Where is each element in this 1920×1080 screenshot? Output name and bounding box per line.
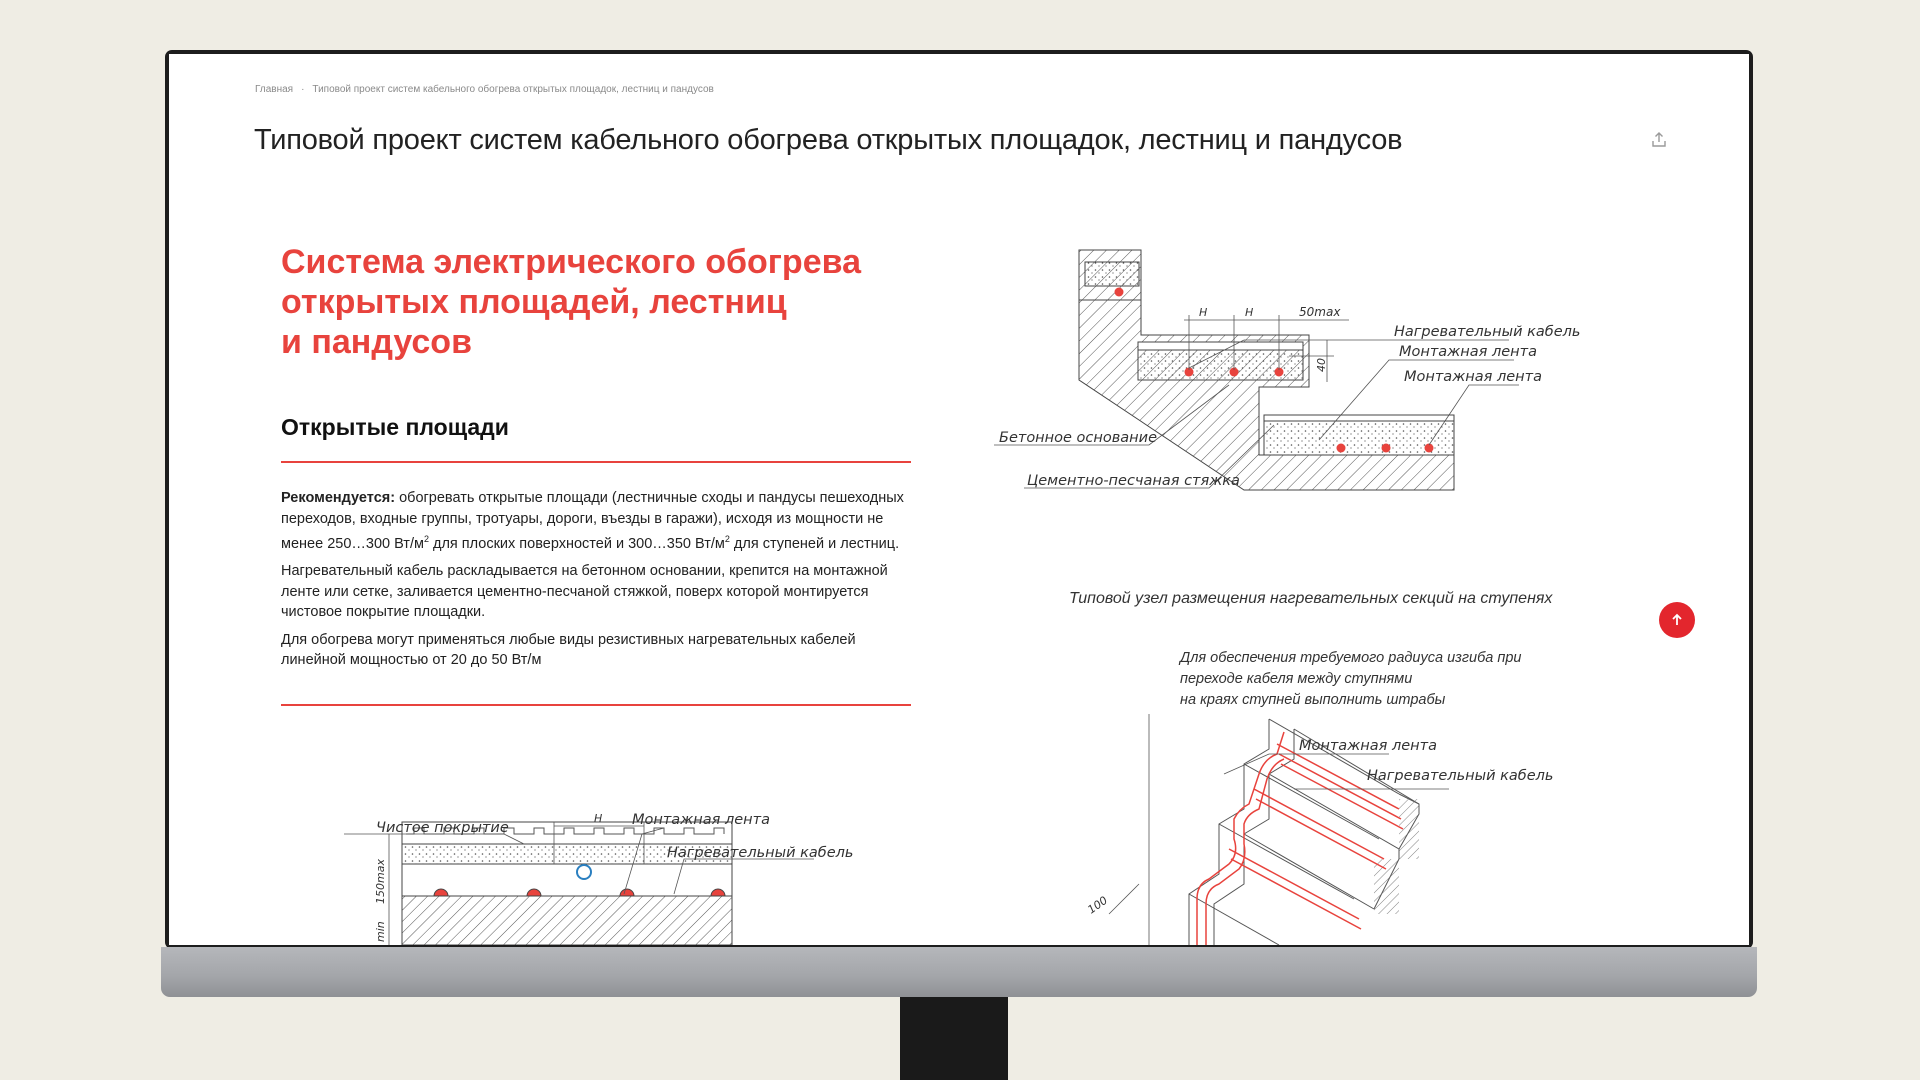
note-line: Для обеспечения требуемого радиуса изгиба при bbox=[1180, 650, 1522, 666]
dim-40-label: 40 bbox=[1315, 358, 1328, 372]
label-screed: Цементно-песчаная стяжка bbox=[1027, 473, 1240, 489]
divider bbox=[281, 704, 911, 706]
stairs-diagram-caption: Типовой узел размещения нагревательных секций на ступенях bbox=[1069, 590, 1553, 607]
screen bbox=[169, 54, 1749, 945]
floor-layers bbox=[402, 822, 732, 945]
breadcrumb-home[interactable]: Главная bbox=[255, 84, 294, 95]
dim-min-label: min bbox=[374, 921, 387, 942]
paragraph-text: для плоских поверхностей и 300…350 Вт/м bbox=[428, 535, 725, 552]
concrete-body bbox=[1079, 250, 1454, 490]
label-mounting-tape: Монтажная лента bbox=[1299, 738, 1437, 754]
breadcrumb-separator: · bbox=[301, 84, 305, 95]
paragraph bbox=[281, 488, 921, 554]
label-heating-cable: Нагревательный кабель bbox=[667, 845, 854, 861]
note-line: переходе кабеля между ступнями bbox=[1180, 671, 1413, 687]
paragraph-text: для ступеней и лестниц. bbox=[729, 535, 900, 552]
share-button[interactable] bbox=[1649, 130, 1669, 150]
bend-radius-note bbox=[1180, 648, 1521, 711]
scroll-to-top-button[interactable] bbox=[1659, 602, 1695, 638]
dim-h-label: H bbox=[1245, 306, 1254, 319]
label-finish-coating: Чистое покрытие bbox=[376, 820, 509, 836]
hero-line: открытых площадей, лестниц bbox=[281, 283, 787, 321]
label-mounting-tape: Монтажная лента bbox=[632, 812, 770, 828]
recommend-label: Рекомендуется: bbox=[281, 490, 396, 506]
dim-150max-label: 150max bbox=[374, 859, 387, 904]
stairs-section-drawing bbox=[989, 240, 1749, 590]
section-title: Открытые площади bbox=[281, 414, 509, 440]
page-title: Типовой проект систем кабельного обогрева открытых площадок, лестниц и пандусов bbox=[254, 124, 1403, 156]
label-concrete-base: Бетонное основание bbox=[999, 430, 1157, 446]
paragraph: Нагревательный кабель раскладывается на бетонном основании, крепится на монтажной ленте или сетке, заливается цементно-песчаной стяжкой, поверх которой монтируется чистовое покрытие площадки. bbox=[281, 563, 888, 621]
monitor-chin bbox=[161, 947, 1757, 997]
arrow-up-icon bbox=[1670, 613, 1684, 627]
label-heating-cable: Нагревательный кабель bbox=[1394, 324, 1581, 340]
isometric-stairs-drawing bbox=[1069, 714, 1749, 945]
superscript: 2 bbox=[423, 534, 429, 544]
heating-cable-path bbox=[1197, 732, 1403, 945]
share-icon bbox=[1649, 130, 1669, 150]
monitor-stand bbox=[900, 997, 1008, 1080]
breadcrumb bbox=[255, 84, 714, 95]
paragraph-text: обогревать открытые площади (лестничные сходы и пандусы пешеходных переходов, входные группы, тротуары, дороги, въезды в гаражи), исходя из мощности не менее 250…300 Вт/м bbox=[281, 490, 904, 552]
dim-h-label: H bbox=[1199, 306, 1208, 319]
dim-50max-label: 50max bbox=[1299, 305, 1341, 319]
paragraph: Для обогрева могут применяться любые виды резистивных нагревательных кабелей линейной мощностью от 20 до 50 Вт/м bbox=[281, 631, 856, 669]
label-mounting-tape: Монтажная лента bbox=[1399, 344, 1537, 360]
label-heating-cable: Нагревательный кабель bbox=[1367, 768, 1554, 784]
dim-h-label: H bbox=[594, 812, 603, 825]
hero-title bbox=[281, 242, 921, 362]
dim-100-label: 100 bbox=[1085, 893, 1110, 917]
hero-line: и пандусов bbox=[281, 323, 472, 361]
divider bbox=[281, 461, 911, 463]
breadcrumb-current: Типовой проект систем кабельного обогрева открытых площадок, лестниц и пандусов bbox=[312, 84, 714, 95]
section-body bbox=[281, 488, 921, 678]
label-mounting-tape: Монтажная лента bbox=[1404, 369, 1542, 385]
superscript: 2 bbox=[724, 534, 730, 544]
hero-line: Система электрического обогрева bbox=[281, 243, 861, 281]
note-line: на краях ступней выполнить штрабы bbox=[1180, 692, 1446, 708]
flat-surface-drawing bbox=[264, 754, 914, 945]
